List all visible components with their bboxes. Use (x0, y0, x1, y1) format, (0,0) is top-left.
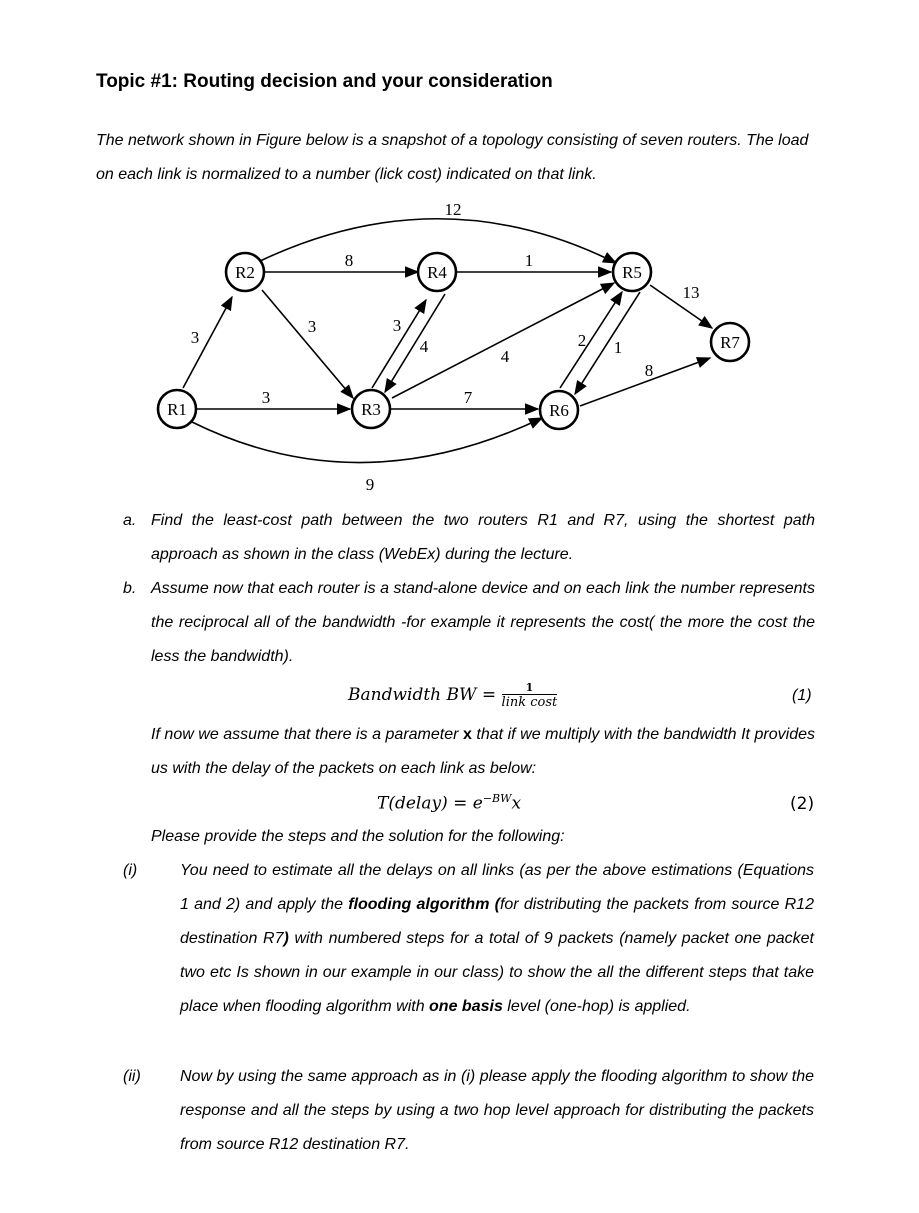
cost-r6-r7: 8 (644, 361, 654, 380)
cost-r1-r3: 3 (261, 388, 271, 407)
edge-r5-r7 (650, 285, 712, 328)
question-a-text: Find the least-cost path between the two routers R1 and R7, using the shortest path approach as shown in the class (WebEx) during the lecture. (151, 512, 815, 563)
cost-r4-r3: 4 (419, 337, 429, 356)
cost-r1-r6: 9 (365, 475, 375, 494)
node-label-r3: R3 (361, 400, 381, 419)
equation-1-fraction (502, 681, 558, 710)
edge-r4-r3 (385, 294, 445, 392)
question-b-text: Assume now that each router is a stand-alone device and on each link the number represents the reciprocal all of the bandwidth -for example it represents the cost( the more the cost the less the bandwidth). (151, 580, 815, 665)
node-label-r2: R2 (235, 263, 255, 282)
equation-2-number: (2) (790, 794, 815, 814)
instructions-text: Please provide the steps and the solution for the following: (151, 828, 565, 845)
node-label-r6: R6 (549, 401, 569, 420)
part-i-label: (i) (123, 862, 138, 879)
cost-r2-r4: 8 (344, 251, 354, 270)
part-i-text: You need to estimate all the delays on all links (as per the above estimations (Equations 1 and 2) and apply the flooding algorithm (for distributing the packets from source R12 destination R7) with numbered steps for a total of 9 packets (namely packet one packet two etc Is shown in our example in our class) to show the all the different steps that take place when flooding algorithm with one basis level (one-hop) is applied. (180, 862, 815, 1015)
edge-r2-r3 (262, 290, 353, 398)
question-a-label: a. (123, 512, 137, 529)
cost-r2-r3: 3 (307, 317, 317, 336)
edge-r3-r4 (372, 300, 426, 388)
node-label-r1: R1 (167, 400, 187, 419)
cost-r2-r5: 12 (444, 200, 462, 219)
cost-r6-r5: 2 (577, 331, 587, 350)
node-label-r7: R7 (720, 333, 740, 352)
equation-1-number: (1) (792, 687, 812, 704)
node-label-r5: R5 (622, 263, 642, 282)
cost-r4-r5: 1 (524, 251, 534, 270)
part-ii-text: Now by using the same approach as in (i) please apply the flooding algorithm to show the response and all the steps by using a two hop level approach for distributing the packets from source R12 destination R7. (180, 1068, 814, 1153)
cost-r1-r2: 3 (190, 328, 200, 347)
equation-1 (348, 681, 557, 710)
equation-1-lhs: Bandwidth BW = (348, 685, 497, 705)
equation-1-denominator: link cost (501, 695, 558, 710)
intro-paragraph: The network shown in Figure below is a snapshot of a topology consisting of seven routers. The load on each link is normalized to a number (lick cost) indicated on that link. (96, 132, 809, 183)
part-ii-label: (ii) (123, 1068, 141, 1085)
cost-r5-r6: 1 (613, 338, 623, 357)
cost-r5-r7: 13 (682, 283, 700, 302)
page-title: Topic #1: Routing decision and your consideration (96, 71, 553, 92)
cost-r3-r4: 3 (392, 316, 402, 335)
equation-1-numerator: 1 (502, 681, 558, 695)
bandwidth-parameter-text: If now we assume that there is a parameter x that if we multiply with the bandwidth It provides us with the delay of the packets on each link as below: (151, 726, 816, 777)
cost-r3-r6: 7 (463, 388, 473, 407)
question-b-label: b. (123, 580, 137, 597)
cost-r3-r5: 4 (500, 347, 510, 366)
node-label-r4: R4 (427, 263, 447, 282)
equation-2: T(delay) = $e^{-BW}x$ (377, 792, 522, 814)
